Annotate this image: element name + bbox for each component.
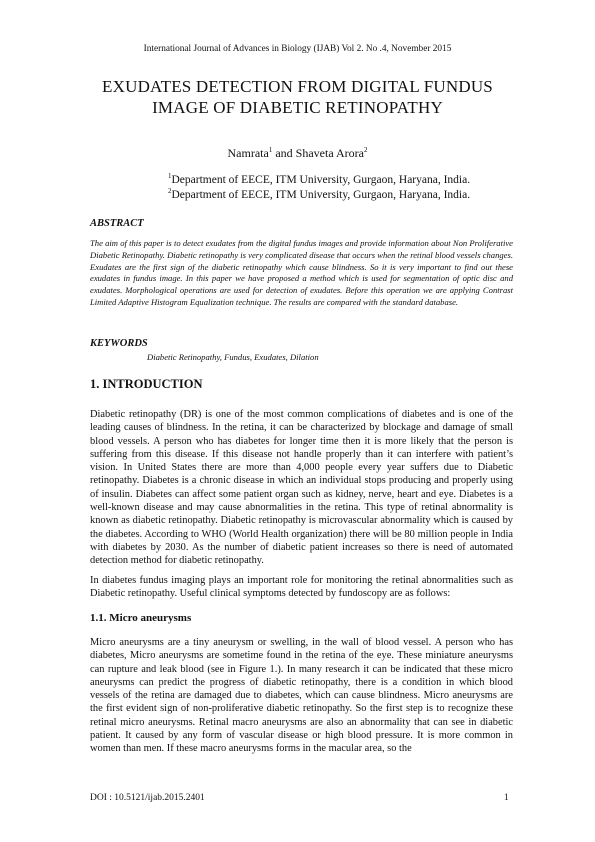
introduction-heading: 1. INTRODUCTION xyxy=(90,377,203,391)
affiliation-2 xyxy=(168,189,470,201)
keywords-heading: KEYWORDS xyxy=(90,338,148,349)
affiliation-1 xyxy=(168,174,470,186)
affiliation-2-text: Department of EECE, ITM University, Gurgaon, Haryana, India. xyxy=(171,189,471,201)
author-1-sup: 1 xyxy=(268,146,273,154)
affiliation-1-sup: 1 xyxy=(168,172,172,181)
keywords-text: Diabetic Retinopathy, Fundus, Exudates, Dilation xyxy=(147,352,319,362)
paper-title xyxy=(60,76,535,118)
journal-header: International Journal of Advances in Biology (IJAB) Vol 2. No .4, November 2015 xyxy=(143,44,452,54)
footer-doi[interactable]: DOI : 10.5121/ijab.2015.2401 xyxy=(90,793,205,803)
affiliation-2-sup: 2 xyxy=(168,187,172,196)
subsection-paragraph: Micro aneurysms are a tiny aneurysm or swelling, in the wall of blood vessel. A person who has diabetes, Micro aneurysms are sometime found in the retina of the eye. These miniature aneurysms can rupture and leak blood (see in Figure 1.). In many research it can be indicated that these micro aneurysms can predict the progress of diabetic retinopathy, there is a condition in which blood vessels of the retina are damaged due to diabetes, which can cause blindness. Micro aneurysms are the first evident sign of non-proliferative diabetic retinopathy. So the first step is to recognize these retinal micro aneurysms. Retinal macro aneurysms are also an abnormality that can see in diabetic patient. It caused by any form of vascular disease or high blood pressure. It is more common in women than men. If these macro aneurysms forms in the macular area, so the xyxy=(90,637,513,755)
author-list xyxy=(0,146,595,161)
introduction-paragraph-1: Diabetic retinopathy (DR) is one of the most common complications of diabetes and is one of the leading causes of blindness. In the retina, it can be characterized by blockage and damage of small blood vessels. A person who has diabetes for longer time then it is more likely that the person is suffering from this disease. If this disease not handle properly than it can interfere with patient’s vision. In United States there are more than 4,000 people every year suffers due to Diabetic retinopathy. Diabetes is a chronic disease in which an individual stops producing and properly using of insulin. Diabetes can affect some patient organ such as kidney, nerve, heart and eye. Diabetes is a well-known disease and may cause abnormalities in the retina. This type of retinal abnormality is known as diabetic retinopathy. Diabetic retinopathy is microvascular abnormality which is caused by the diabetes. According to WHO (World Health organization) there will be 80 million people in India with diabetes by 2030. As the number of diabetic patient increases so there is need of automated detection method for diabetic retinopathy. xyxy=(90,409,513,567)
abstract-text: The aim of this paper is to detect exudates from the digital fundus images and provide information about Non Proliferative Diabetic Retinopathy. Diabetic retinopathy is very complicated disease that occurs when the retinal blood vessels changes. Exudates are the first sign of the diabetic retinopathy which cause blindness. So it is very important to find out these exudates in fundus image. In this paper we have proposed a method which is used for segmentation of optic disc and exudates. Morphological operations are used for detection of exudates. Before this operation we are applying Contrast Limited Adaptive Histogram Equalization technique. The results are compared with the standard database. xyxy=(90,238,513,307)
title-line-2: IMAGE OF DIABETIC RETINOPATHY xyxy=(152,98,443,117)
author-2: and Shaveta Arora xyxy=(272,146,364,160)
abstract-heading: ABSTRACT xyxy=(90,218,144,229)
introduction-paragraph-2: In diabetes fundus imaging plays an important role for monitoring the retinal abnormalities such as Diabetic retinopathy. Useful clinical symptoms detected by fundoscopy are as follows: xyxy=(90,575,513,600)
subsection-heading: 1.1. Micro aneurysms xyxy=(90,612,192,624)
title-line-1: EXUDATES DETECTION FROM DIGITAL FUNDUS xyxy=(102,77,493,96)
author-2-sup: 2 xyxy=(363,146,368,154)
author-1: Namrata xyxy=(227,146,269,160)
page-number: 1 xyxy=(504,793,509,803)
affiliation-1-text: Department of EECE, ITM University, Gurgaon, Haryana, India. xyxy=(171,174,471,186)
